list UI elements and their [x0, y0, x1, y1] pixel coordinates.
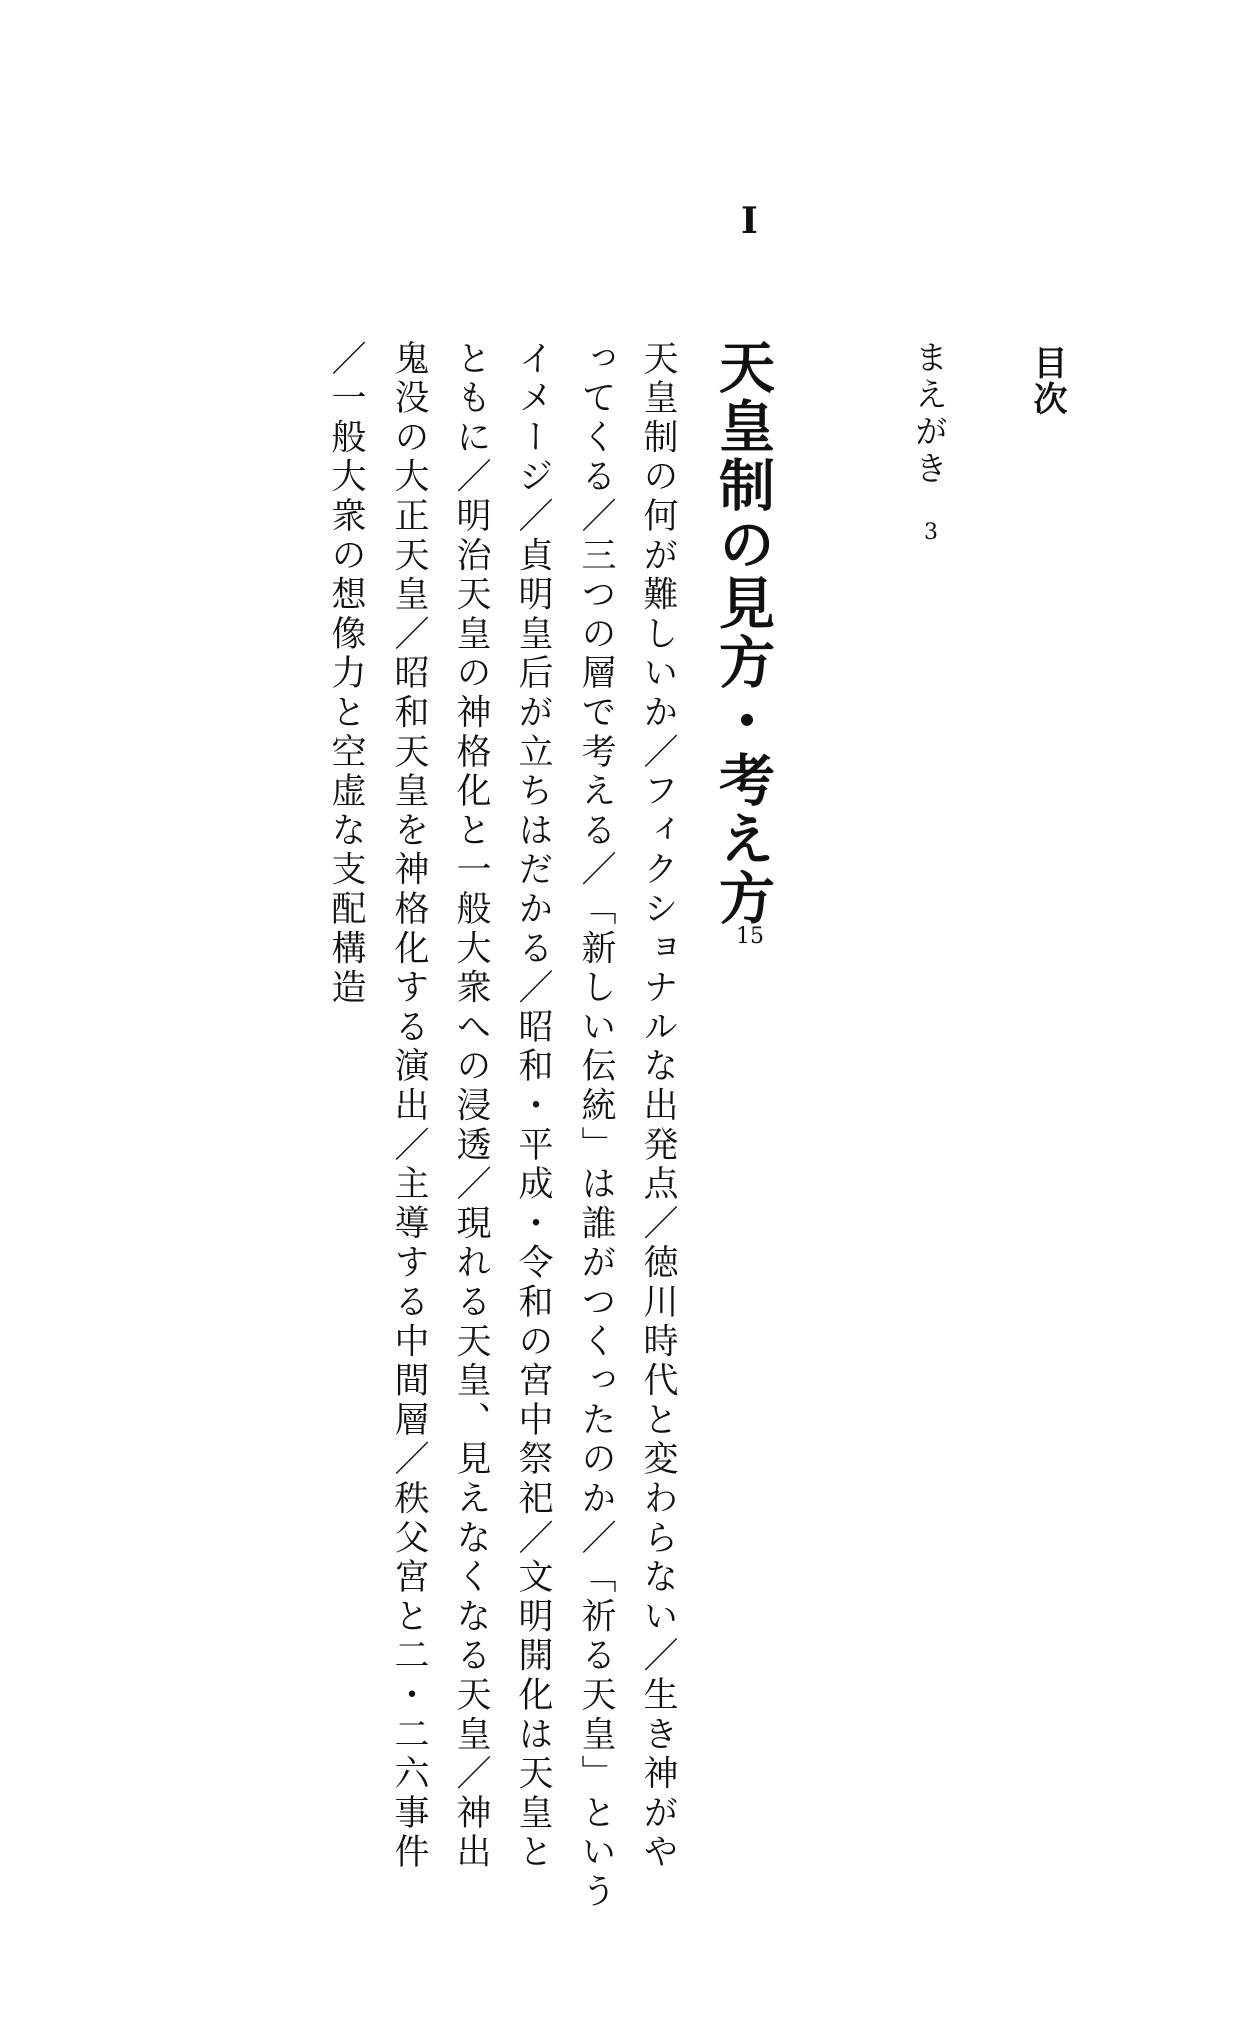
toc-heading: 目次	[1027, 345, 1067, 417]
chapter-page-number: 15	[736, 924, 764, 949]
topic-line-6: ／一般大衆の想像力と空虚な支配構造	[326, 340, 366, 1009]
topic-line-3: イメージ／貞明皇后が立ちはだかる／昭和・平成・令和の宮中祭祀／文明開化は天皇と	[513, 340, 553, 1873]
chapter-title: 天皇制の見方・考え方	[710, 338, 775, 928]
topic-line-2: ってくる／三つの層で考える／「新しい伝統」は誰がつくったのか／「祈る天皇」という	[576, 340, 616, 1912]
preface-label: まえがき	[910, 340, 949, 488]
topic-line-5: 鬼没の大正天皇／昭和天皇を神格化する演出／主導する中間層／秩父宮と二・二六事件	[389, 340, 429, 1873]
part-number: I	[741, 200, 758, 242]
topic-line-4: ともに／明治天皇の神格化と一般大衆への浸透／現れる天皇、見えなくなる天皇／神出	[451, 340, 491, 1873]
preface-page-number: 3	[924, 520, 938, 545]
topic-line-1: 天皇制の何が難しいか／フィクショナルな出発点／徳川時代と変わらない／生き神がや	[638, 340, 678, 1873]
